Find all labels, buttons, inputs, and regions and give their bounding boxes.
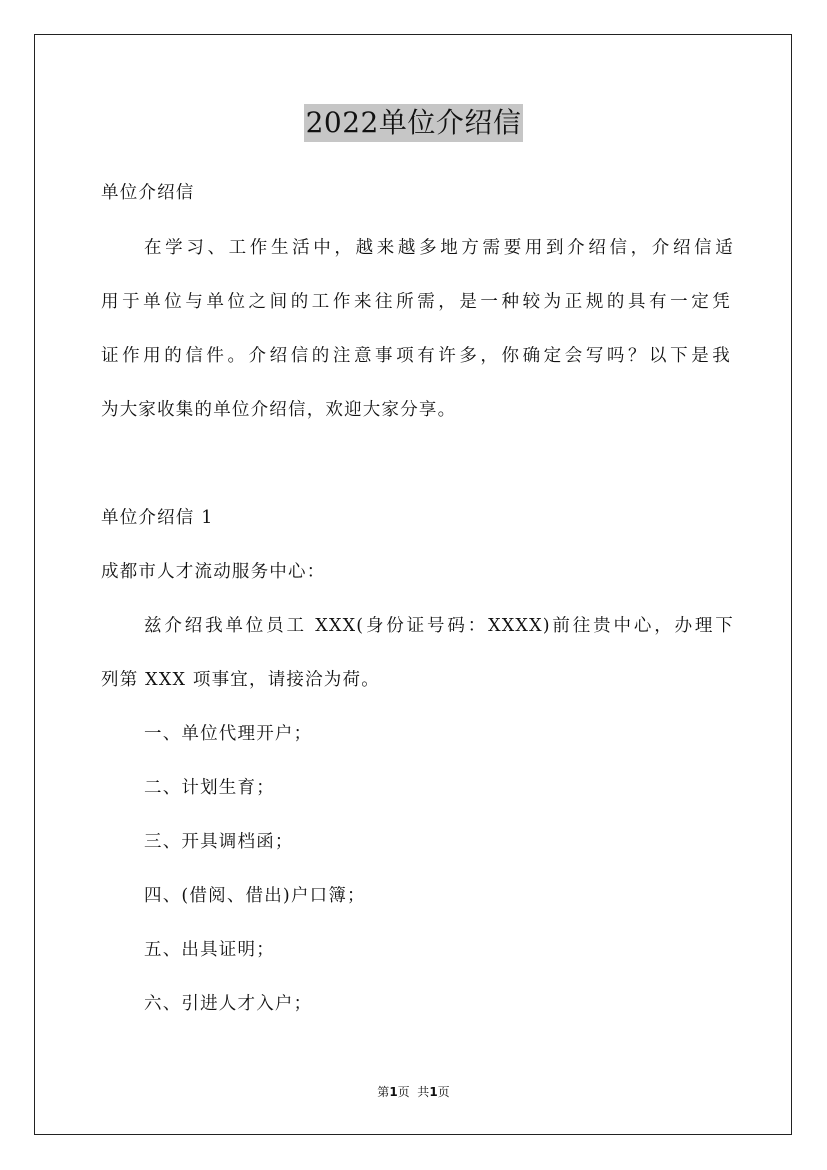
letter1-body-line-2: 列第 XXX 项事宜，请接洽为荷。: [101, 670, 380, 690]
letter1-body-line-1: 兹介绍我单位员工 XXX(身份证号码：XXXX)前往贵中心，办理下: [144, 616, 734, 636]
footer-page-number: 1: [389, 1085, 398, 1099]
document-title-text: 2022单位介绍信: [304, 104, 524, 142]
letter1-recipient: 成都市人才流动服务中心：: [101, 562, 326, 582]
section-heading: 单位介绍信: [101, 183, 195, 203]
intro-line-3: 证作用的信件。介绍信的注意事项有许多，你确定会写吗？以下是我: [101, 346, 731, 366]
list-item: 五、出具证明；: [144, 940, 275, 960]
footer-page-prefix: 第: [377, 1085, 390, 1099]
intro-line-4: 为大家收集的单位介绍信，欢迎大家分享。: [101, 400, 457, 420]
list-item: 四、(借阅、借出)户口簿；: [144, 886, 366, 906]
footer-page-suffix: 页: [437, 1085, 450, 1099]
letter1-heading: 单位介绍信 1: [101, 508, 214, 528]
footer-page-total: 1: [429, 1085, 438, 1099]
page-footer: [0, 1084, 827, 1100]
document-title: [0, 104, 827, 142]
list-item: 三、开具调档函；: [144, 832, 294, 852]
intro-line-1: 在学习、工作生活中，越来越多地方需要用到介绍信，介绍信适: [144, 238, 734, 258]
footer-page-mid: 页 共: [397, 1085, 430, 1099]
intro-line-2: 用于单位与单位之间的工作来往所需，是一种较为正规的具有一定凭: [101, 292, 731, 312]
list-item: 一、单位代理开户；: [144, 724, 313, 744]
list-item: 六、引进人才入户；: [144, 994, 313, 1014]
list-item: 二、计划生育；: [144, 778, 275, 798]
